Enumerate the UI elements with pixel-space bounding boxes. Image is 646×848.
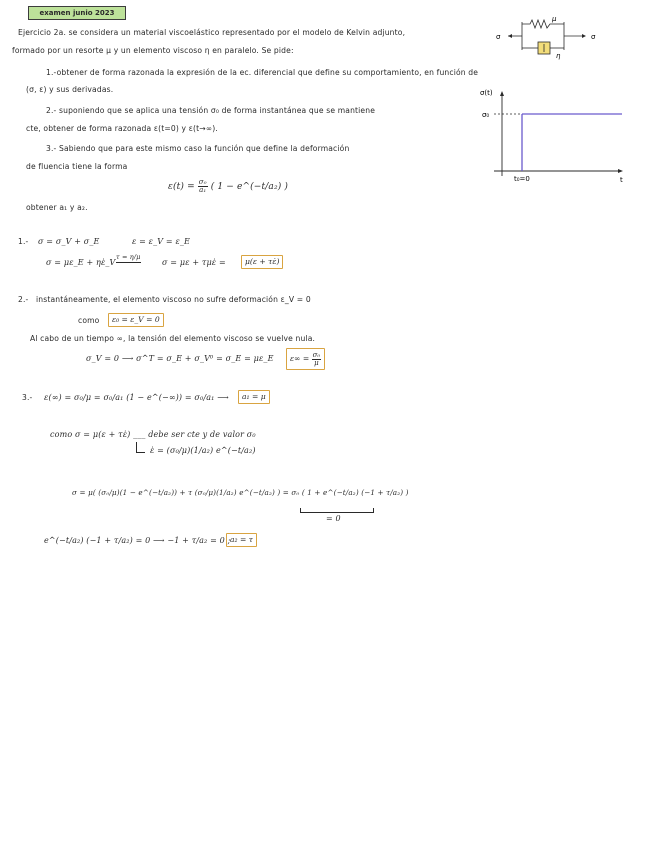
y-axis-arrow-icon <box>500 91 504 96</box>
problem-item-2b: cte, obtener de forma razonada ε(t=0) y ε(t→∞). <box>26 124 218 133</box>
solution-2-como: como <box>78 316 100 325</box>
solution-2-text: instantáneamente, el elemento viscoso no sufre deformación ε_V = 0 <box>36 295 311 304</box>
solution-2-box-fraction <box>312 352 322 367</box>
solution-2-number: 2.- <box>18 295 29 304</box>
problem-item-2a: 2.- suponiendo que se aplica una tensión σ₀ de forma instantánea que se mantiene <box>46 106 376 115</box>
solution-3-big-equation: σ = μ( (σ₀/μ)(1 − e^(−t/a₂)) + τ (σ₀/μ)(1/a₂) e^(−t/a₂) ) = σ₀ ( 1 + e^(−t/a₂) (−1 + τ/a₂) ) <box>72 488 409 497</box>
eta-label: η <box>556 52 561 60</box>
solution-2-box-num: σ₀ <box>312 350 321 359</box>
solution-2-box-den: μ <box>314 358 319 367</box>
obtain-text: obtener a₁ y a₂. <box>26 203 88 212</box>
graph-xtick: t₀=0 <box>514 175 530 183</box>
solution-1-eq2: ε = ε_V = ε_E <box>132 237 191 246</box>
right-arrow-icon <box>582 34 586 38</box>
solution-3-zero: = 0 <box>326 514 341 523</box>
zero-underbrace <box>300 508 374 513</box>
problem-item-3a: 3.- Sabiendo que para este mismo caso la función que define la deformación <box>46 144 350 153</box>
solution-1-eq3: σ = με_E + ηε̇_V <box>46 258 116 267</box>
solution-1-eq4: σ = με + τμε̇ = <box>162 258 226 267</box>
problem-line-1: Ejercicio 2a. se considera un material viscoelástico representado por el modelo de Kelvin adjunto, <box>18 28 406 37</box>
given-formula <box>168 178 288 196</box>
solution-3-derivative: ε̇ = (σ₀/μ)(1/a₂) e^(−t/a₂) <box>150 446 256 455</box>
formula-lhs: ε(t) = <box>168 182 195 192</box>
solution-1-number: 1.- <box>18 237 29 246</box>
graph-xlabel: t <box>620 176 623 184</box>
solution-3-eq: ε(∞) = σ₀/μ = σ₀/a₁ (1 − e^(−∞)) = σ₀/a₁ ⟶ <box>44 393 229 402</box>
exam-tag: examen junio 2023 <box>28 6 126 20</box>
problem-item-1a: 1.-obtener de forma razonada la expresión de la ec. diferencial que define su comportamiento, en función de <box>46 68 479 77</box>
graph-ylabel: σ(t) <box>480 89 493 97</box>
kelvin-model-diagram <box>494 12 604 60</box>
solution-2-final-box <box>286 348 325 370</box>
solution-3-a1-box: a₁ = μ <box>238 390 270 404</box>
solution-1-result-box: μ(ε + τε̇) <box>241 255 283 269</box>
left-arrow-icon <box>508 34 512 38</box>
solution-3-a2-box: a₂ = τ <box>226 533 257 547</box>
problem-line-2: formado por un resorte μ y un elemento viscoso η en paralelo. Se pide: <box>12 46 294 55</box>
solution-1-arrow: τ = η/μ <box>116 253 141 261</box>
solution-2-initial-box: ε₀ = ε_V = 0 <box>108 313 164 327</box>
problem-item-3b: de fluencia tiene la forma <box>26 162 128 171</box>
sigma-left-label: σ <box>496 33 501 41</box>
spring-icon <box>522 20 564 28</box>
problem-item-1b: (σ, ε) y sus derivadas. <box>26 85 114 94</box>
sigma-right-label: σ <box>591 33 596 41</box>
graph-ytick: σ₀ <box>482 111 490 119</box>
solution-2-text2: Al cabo de un tiempo ∞, la tensión del elemento viscoso se vuelve nula. <box>30 334 316 343</box>
solution-3-number: 3.- <box>22 393 33 402</box>
solution-1-eq1: σ = σ_V + σ_E <box>38 237 100 246</box>
formula-num: σ₀ <box>198 178 207 186</box>
formula-fraction <box>198 179 208 194</box>
solution-3-como: como σ = μ(ε + τε̇) ___ debe ser cte y de valor σ₀ <box>50 430 256 439</box>
derivative-bracket <box>136 442 145 453</box>
formula-den: a₁ <box>199 186 207 194</box>
solution-3-final-eq: e^(−t/a₂) (−1 + τ/a₂) = 0 ⟶ −1 + τ/a₂ = 0 ; <box>44 536 231 545</box>
solution-2-eq: σ_V = 0 ⟶ σ^T = σ_E + σ_V⁰ = σ_E = με_E <box>86 354 274 363</box>
x-axis-arrow-icon <box>618 169 623 173</box>
solution-2-box-lhs: ε∞ = <box>290 354 310 363</box>
mu-label: μ <box>552 15 557 23</box>
stress-step-graph <box>480 86 630 186</box>
formula-rhs: ( 1 − e^(−t/a₂) ) <box>210 182 289 192</box>
